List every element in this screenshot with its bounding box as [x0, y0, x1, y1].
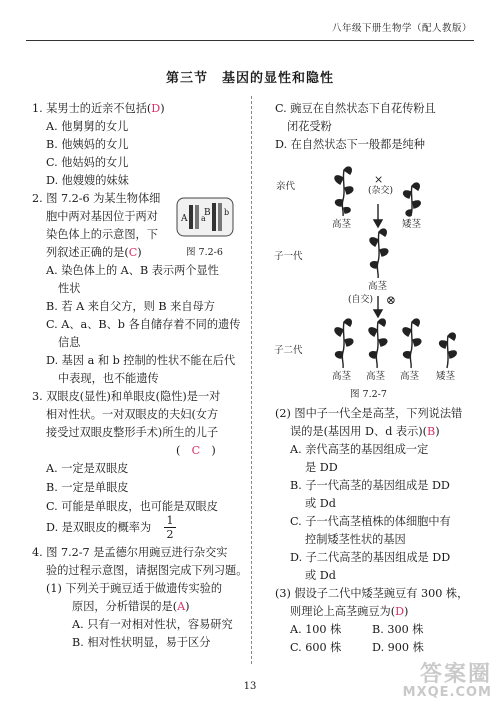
q2-option-b: B. 若 A 来自父方，则 B 来自母方	[46, 300, 215, 313]
q2-option-c-cont: 信息	[58, 336, 81, 349]
q3-option-b: B. 一定是单眼皮	[46, 481, 129, 494]
self-symbol: ⊗	[386, 293, 397, 307]
header-rule	[26, 40, 474, 41]
q2-option-d: D. 基因 a 和 b 控制的性状不能在后代	[46, 354, 236, 367]
q4-sub2-option-d: D. 子二代高茎的基因组成是 DD	[290, 551, 451, 564]
second-generation-tall-plant-3	[403, 319, 421, 368]
q4-sub1-option-d: D. 在自然状态下一般都是纯种	[275, 138, 425, 151]
fraction-numerator: 1	[166, 514, 174, 527]
second-generation-label-2: 高茎	[366, 371, 386, 382]
q3-option-d: D. 是双眼皮的概率为	[46, 521, 152, 534]
cross-symbol: ×	[374, 173, 384, 186]
q4-sub3-answer: D	[395, 605, 405, 618]
q2-answer: C	[128, 246, 138, 259]
fraction-denominator: 2	[166, 528, 174, 541]
q2-option-d-cont: 中表现，也不能遗传	[58, 372, 159, 385]
q4-sub3-option-b: B. 300 株	[372, 623, 424, 636]
watermark-text: 答案圈	[419, 662, 492, 687]
chromosome-figure	[176, 197, 234, 237]
q2-option-a: A. 染色体上的 A、B 表示两个显性	[46, 264, 219, 277]
q2-line-3: 染色体上的示意图，下	[46, 228, 158, 241]
self-label: (自交)	[348, 295, 374, 305]
q1-stem: 1. 某男士的近亲不包括(D)	[32, 102, 165, 115]
q4-sub3-option-a: A. 100 株	[290, 623, 342, 636]
probability-fraction	[164, 515, 176, 540]
q3-line-1: 3. 双眼皮(显性)和单眼皮(隐性)是一对	[32, 390, 221, 403]
q3-line-2: 相对性状。一对双眼皮的夫妇(女方	[46, 408, 219, 421]
q4-sub2-option-a-cont: 是 DD	[305, 461, 338, 474]
q1-option-d: D. 他嫂嫂的妹妹	[46, 174, 129, 187]
pea-cross-diagram	[270, 160, 480, 420]
q4-sub1-option-b: B. 相对性状明显，易于区分	[72, 636, 211, 649]
section-title: 第三节 基因的显性和隐性	[165, 71, 334, 86]
second-generation-label-3: 高茎	[400, 371, 420, 382]
parent-tall-label: 高茎	[332, 219, 352, 230]
label-parent-generation: 亲代	[276, 181, 296, 192]
q3-answer-bracket: ( C )	[176, 444, 216, 457]
gene-label-b-lower: b	[224, 208, 230, 217]
first-generation-tall-plant	[370, 229, 388, 278]
q4-sub1-answer: A	[177, 600, 186, 613]
q4-line-2: 验的过程示意图，请据图完成下列习题。	[46, 564, 248, 577]
q2-line-2: 胞中两对基因位于两对	[46, 210, 158, 223]
q2-line-4: 列叙述正确的是(C)	[46, 246, 142, 259]
second-generation-short-plant	[440, 333, 457, 368]
watermark-logo	[402, 662, 492, 700]
q4-sub2-option-c-cont: 控制矮茎性状的基因	[305, 533, 406, 546]
column-divider	[251, 96, 252, 664]
q4-sub2-option-c: C. 子一代高茎植株的体细胞中有	[290, 515, 451, 528]
q4-line-1: 4. 图 7.2-7 是孟德尔用豌豆进行杂交实	[32, 546, 228, 559]
second-generation-tall-plant-2	[369, 319, 387, 368]
q3-option-c: C. 可能是单眼皮，也可能是双眼皮	[46, 500, 218, 513]
q4-sub2-option-d-cont: 或 Dd	[305, 569, 336, 582]
first-generation-tall-label: 高茎	[368, 281, 388, 292]
cross-label: (杂交)	[368, 186, 394, 196]
gene-label-a-upper: A	[181, 214, 188, 224]
q4-sub3-line-2: 则理论上高茎豌豆为(D)	[290, 605, 409, 618]
q4-sub1-option-c: C. 豌豆在自然状态下自花传粉且	[275, 102, 436, 115]
parent-short-label: 矮茎	[402, 219, 422, 230]
q1-option-c: C. 他姑妈的女儿	[46, 156, 129, 169]
gene-label-a-lower: a	[201, 214, 206, 223]
q4-sub2-line-1: (2) 图中子一代全是高茎，下列说法错	[275, 407, 463, 420]
second-generation-label-1: 高茎	[332, 371, 352, 382]
q2-line-1: 2. 图 7.2-6 为某生物体细	[32, 192, 161, 205]
q4-sub3-option-c: C. 600 株	[290, 641, 342, 654]
q4-sub1-line-1: (1) 下列关于豌豆适于做遗传实验的	[46, 582, 223, 595]
q3-line-3: 接受过双眼皮整形手术)所生的儿子	[46, 426, 219, 439]
q4-sub2-answer: B	[427, 425, 436, 438]
book-title: 八年级下册生物学（配人教版）	[331, 23, 472, 34]
q4-sub1-line-2: 原因，分析错误的是(A)	[72, 600, 190, 613]
q1-answer: D	[151, 102, 161, 115]
q4-sub1-option-c-cont: 闭花受粉	[287, 120, 332, 133]
q1-option-a: A. 他舅舅的女儿	[46, 120, 129, 133]
second-generation-tall-plant-1	[335, 319, 353, 368]
second-generation-label-4: 矮茎	[436, 371, 456, 382]
q3-option-a: A. 一定是双眼皮	[46, 462, 129, 475]
q4-sub2-line-2: 误的是(基因用 D、d 表示)(B)	[290, 425, 440, 438]
watermark-url: MXQE.COM	[402, 685, 492, 700]
page-number: 13	[243, 681, 257, 692]
q3-answer: C	[191, 444, 201, 457]
label-first-generation: 子一代	[274, 251, 303, 262]
gene-label-b-upper: B	[204, 208, 211, 218]
q4-sub1-option-a: A. 只有一对相对性状，容易研究	[72, 618, 233, 631]
figure-7-2-7-caption: 图 7.2-7	[350, 389, 387, 400]
q4-sub2-option-b: B. 子一代高茎的基因组成是 DD	[290, 479, 450, 492]
q4-sub2-option-a: A. 亲代高茎的基因组成一定	[290, 443, 429, 456]
label-second-generation: 子二代	[274, 345, 303, 356]
q2-option-a-cont: 性状	[58, 282, 81, 295]
q2-option-c: C. A、a、B、b 各自储存着不同的遗传	[46, 318, 241, 331]
q4-sub3-option-d: D. 900 株	[372, 641, 424, 654]
parent-tall-plant	[335, 167, 353, 216]
figure-7-2-6-caption: 图 7.2-6	[186, 247, 223, 258]
parent-short-plant	[404, 183, 421, 216]
q4-sub3-line-1: (3) 假设子二代中矮茎豌豆有 300 株，	[275, 587, 469, 600]
q4-sub2-option-b-cont: 或 Dd	[305, 497, 336, 510]
q1-option-b: B. 他姨妈的女儿	[46, 138, 129, 151]
